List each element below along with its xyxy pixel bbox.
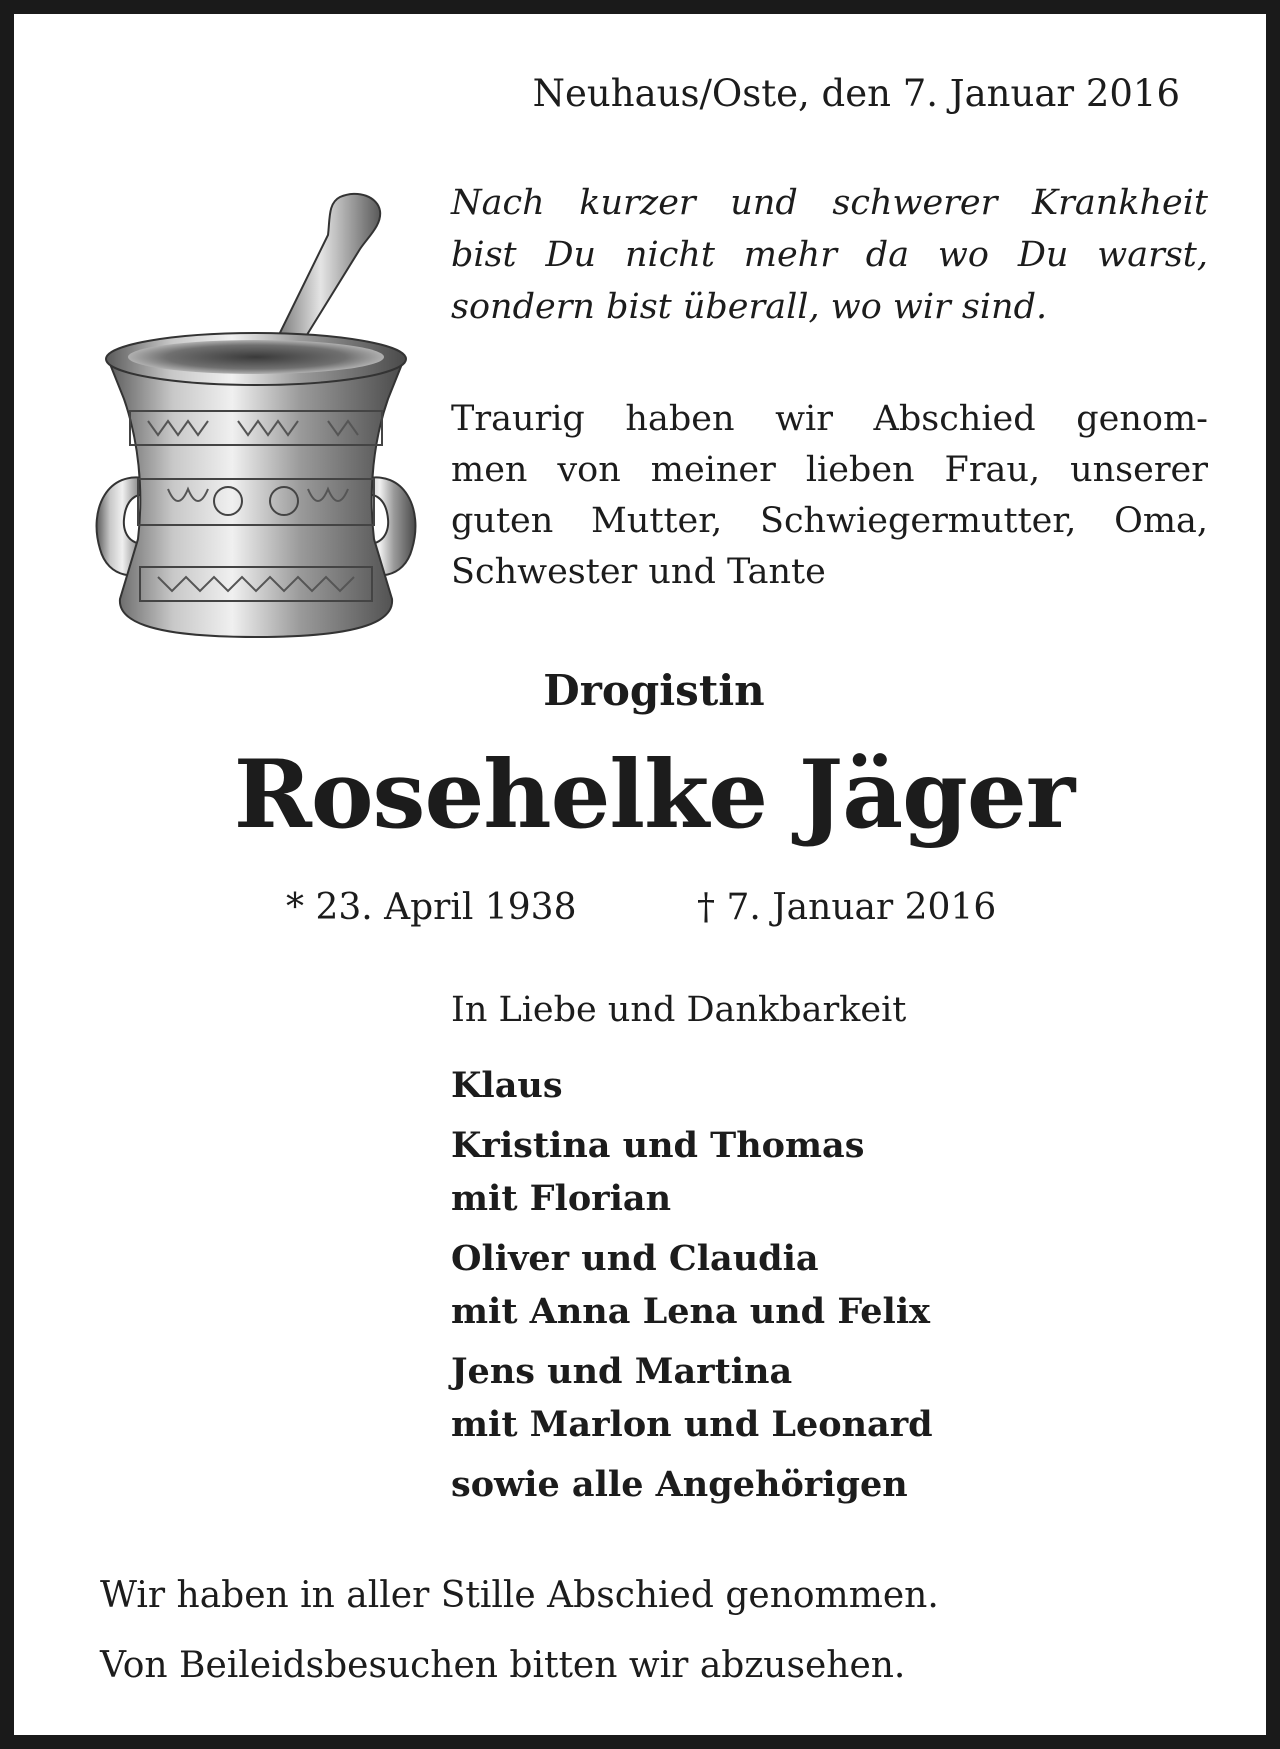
poem-line: sondern bist überall, wo wir sind. — [451, 287, 1048, 327]
family-group — [451, 1119, 933, 1225]
closing-line: Von Beileidsbesuchen bitten wir abzusehen. — [100, 1645, 906, 1686]
mortar-and-pestle-icon — [78, 189, 434, 689]
family-line: mit Florian — [451, 1178, 672, 1219]
intro-text — [451, 394, 1208, 598]
dedication: In Liebe und Dankbarkeit — [451, 990, 907, 1030]
poem-line: Nach kurzer und schwerer Krankheit — [451, 183, 1208, 223]
family-line: mit Marlon und Leonard — [451, 1404, 933, 1445]
intro-line: Schwester und Tante — [451, 552, 826, 592]
family-line: mit Anna Lena und Felix — [451, 1291, 930, 1332]
family-line: Klaus — [451, 1065, 563, 1106]
family-line: sowie alle Angehörigen — [451, 1464, 908, 1505]
family-line: Kristina und Thomas — [451, 1125, 865, 1166]
deceased-name: Rosehelke Jäger — [233, 740, 1075, 850]
family-list — [451, 1059, 933, 1518]
birth-date: * 23. April 1938 — [286, 887, 577, 928]
intro-line: men von meiner lieben Frau, unserer — [451, 450, 1208, 490]
family-line: Jens und Martina — [451, 1351, 793, 1392]
profession: Drogistin — [543, 666, 765, 715]
intro-line: Traurig haben wir Abschied genom- — [451, 399, 1208, 439]
place-date: Neuhaus/Oste, den 7. Januar 2016 — [532, 72, 1180, 115]
family-group — [451, 1345, 933, 1451]
closing-line: Wir haben in aller Stille Abschied genommen. — [100, 1575, 939, 1616]
family-line: Oliver und Claudia — [451, 1238, 819, 1279]
poem-line: bist Du nicht mehr da wo Du warst, — [451, 235, 1208, 275]
family-group — [451, 1232, 933, 1338]
death-date: † 7. Januar 2016 — [697, 887, 997, 928]
family-group — [451, 1458, 933, 1511]
family-group — [451, 1059, 933, 1112]
intro-line: guten Mutter, Schwiegermutter, Oma, — [451, 501, 1208, 541]
poem-verse — [451, 177, 1208, 333]
